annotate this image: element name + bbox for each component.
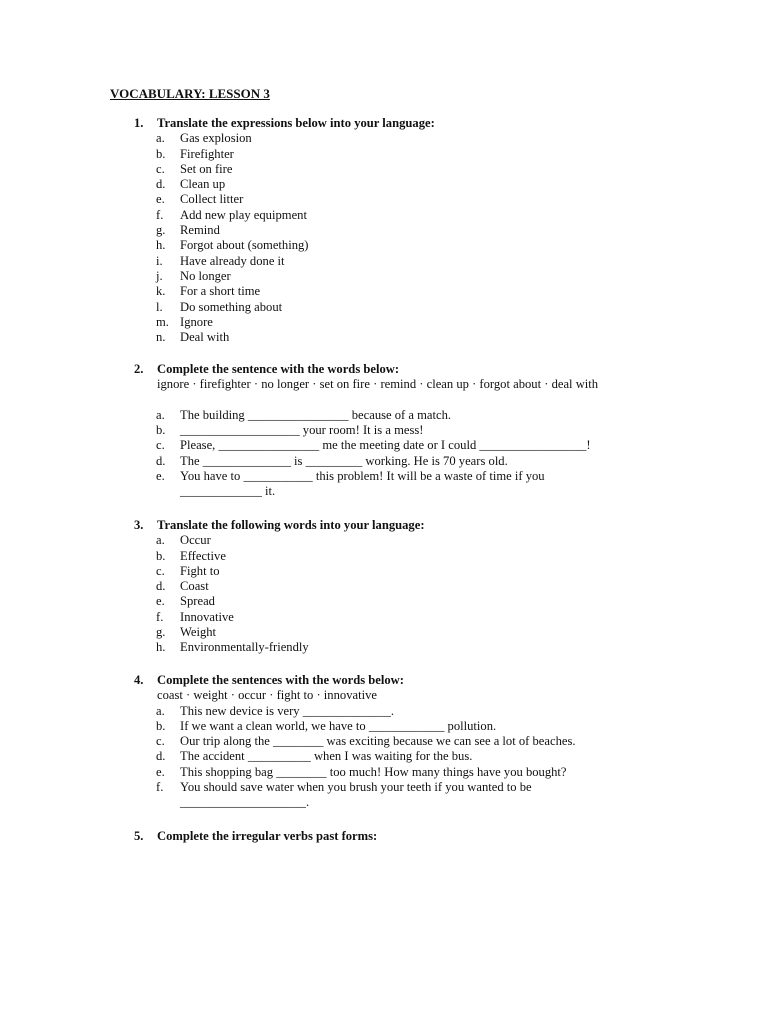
section-instruction: Complete the irregular verbs past forms: xyxy=(157,829,378,843)
section-number: 2. xyxy=(134,362,144,376)
list-item: d. Coast xyxy=(156,579,209,594)
section-2 xyxy=(0,362,768,500)
section-heading xyxy=(0,673,768,688)
list-item: c. Our trip along the ________ was exciting because we can see a lot of beaches. xyxy=(156,734,576,749)
list-item: d. Clean up xyxy=(156,177,226,192)
list-item: b. If we want a clean world, we have to ____________ pollution. xyxy=(156,718,497,733)
list-item: c. Fight to xyxy=(156,563,220,578)
list-item: h. Forgot about (something) xyxy=(156,238,309,253)
section-heading xyxy=(0,116,768,131)
section-heading xyxy=(0,362,768,377)
section-1 xyxy=(0,116,768,345)
list-item: a. Gas explosion xyxy=(156,131,252,146)
section-number: 5. xyxy=(134,829,144,843)
word-bank: ignore · firefighter · no longer · set on fire · remind · clean up · forgot about · deal with xyxy=(157,377,599,392)
list-item: f. Innovative xyxy=(156,609,234,624)
page-title: VOCABULARY: LESSON 3 xyxy=(110,86,270,101)
list-item: b. ___________________ your room! It is a mess! xyxy=(156,423,424,438)
list-item: l. Do something about xyxy=(156,299,283,314)
list-item: f. Add new play equipment xyxy=(156,207,307,222)
list-item: n. Deal with xyxy=(156,330,230,345)
list-item: b. Firefighter xyxy=(156,146,234,161)
section-instruction: Complete the sentences with the words below: xyxy=(157,673,404,687)
list-item: i. Have already done it xyxy=(156,253,285,268)
list-item: c. Please, ________________ me the meeting date or I could _________________! xyxy=(156,438,591,453)
list-item: f. You should save water when you brush your teeth if you wanted to be ____________________. xyxy=(156,780,532,810)
list-item: j. No longer xyxy=(156,268,231,283)
list-item: g. Remind xyxy=(156,223,220,238)
list-item: e. This shopping bag ________ too much! How many things have you bought? xyxy=(156,764,567,779)
list-item: k. For a short time xyxy=(156,284,261,299)
word-bank: coast · weight · occur · fight to · innovative xyxy=(157,688,377,703)
section-3 xyxy=(0,518,768,656)
list-item: h. Environmentally-friendly xyxy=(156,640,309,655)
section-heading xyxy=(0,518,768,533)
list-item: m. Ignore xyxy=(156,314,213,329)
list-item: d. The ______________ is _________ working. He is 70 years old. xyxy=(156,453,508,468)
section-number: 3. xyxy=(134,518,144,532)
list-item: a. Occur xyxy=(156,533,211,548)
list-item: g. Weight xyxy=(156,625,217,640)
list-item: d. The accident __________ when I was waiting for the bus. xyxy=(156,749,473,764)
section-number: 4. xyxy=(134,673,144,687)
section-instruction: Translate the following words into your language: xyxy=(157,518,425,532)
section-instruction: Complete the sentence with the words below: xyxy=(157,362,400,376)
list-item: c. Set on fire xyxy=(156,161,233,176)
section-number: 1. xyxy=(134,116,144,130)
list-item: e. Spread xyxy=(156,594,215,609)
section-5 xyxy=(0,829,768,844)
list-item: a. The building ________________ because of a match. xyxy=(156,407,452,422)
list-item: e. Collect litter xyxy=(156,192,244,207)
spacer xyxy=(0,393,768,408)
section-4 xyxy=(0,673,768,811)
list-item: b. Effective xyxy=(156,548,226,563)
section-instruction: Translate the expressions below into your language: xyxy=(157,116,435,130)
section-heading xyxy=(0,829,768,844)
list-item: a. This new device is very ______________. xyxy=(156,703,395,718)
list-item: e. You have to ___________ this problem! It will be a waste of time if you _____________ it. xyxy=(156,469,545,499)
